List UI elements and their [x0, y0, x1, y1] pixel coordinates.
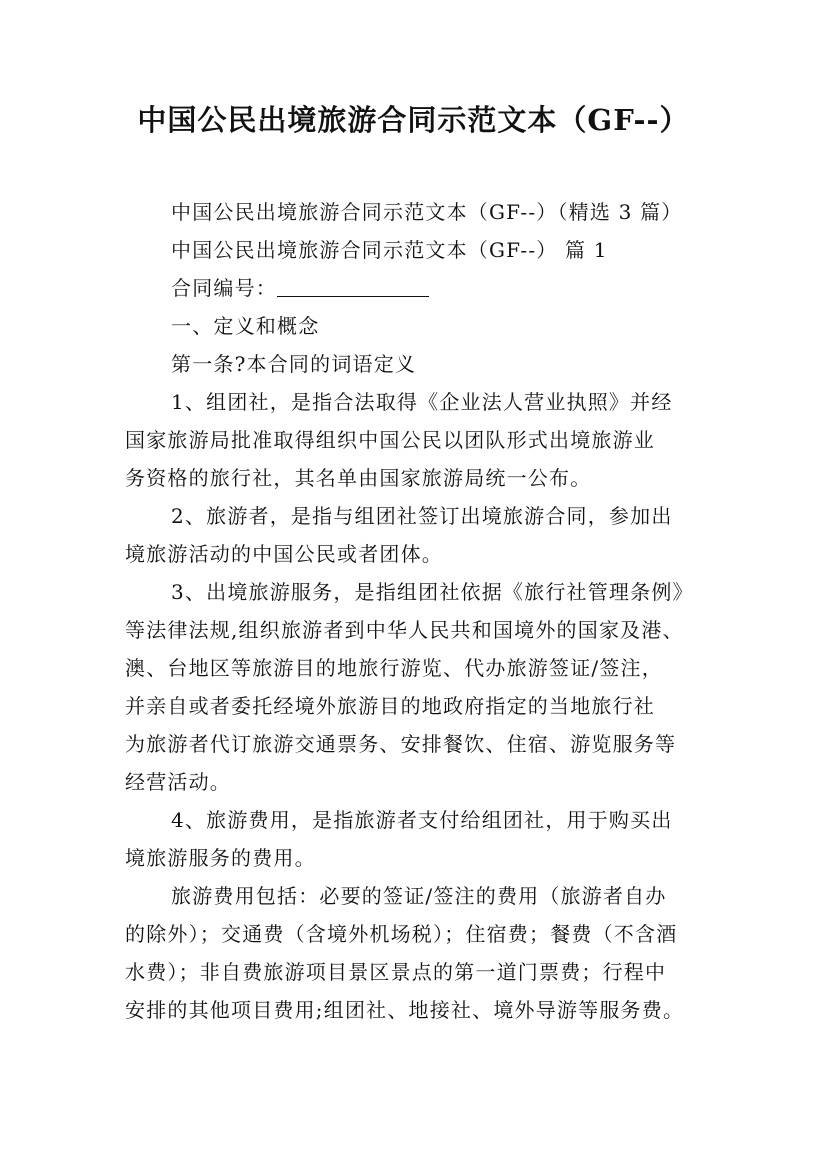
chapter-heading: 一、定义和概念	[171, 314, 320, 338]
paragraph-line: 境旅游活动的中国公民或者团体。	[125, 542, 443, 566]
paragraph-line: 为旅游者代订旅游交通票务、安排餐饮、住宿、游览服务等	[125, 732, 677, 756]
document-body	[125, 193, 715, 1029]
paragraph-line: 等法律法规,组织旅游者到中华人民共和国境外的国家及港、	[125, 618, 684, 642]
paragraph-line: 安排的其他项目费用;组团社、地接社、境外导游等服务费。	[125, 998, 685, 1022]
section-heading: 中国公民出境旅游合同示范文本（GF--） 篇 1	[171, 238, 608, 262]
paragraph-line: 3、出境旅游服务，是指组团社依据《旅行社管理条例》	[171, 580, 694, 604]
article-heading: 第一条?本合同的词语定义	[171, 352, 417, 376]
document-title: 中国公民出境旅游合同示范文本（GF--）	[137, 103, 690, 137]
contract-number-label: 合同编号：	[171, 276, 277, 300]
contract-number-line	[125, 269, 715, 307]
subtitle-line: 中国公民出境旅游合同示范文本（GF--）（精选 3 篇）	[171, 200, 683, 224]
paragraph-line: 的除外）；交通费（含境外机场税）；住宿费；餐费（不含酒	[125, 922, 678, 946]
paragraph-line: 澳、台地区等旅游目的地旅行游览、代办旅游签证/签注，	[125, 656, 663, 680]
paragraph-line: 水费）；非自费旅游项目景区景点的第一道门票费；行程中	[125, 960, 667, 984]
paragraph-line: 4、旅游费用，是指旅游者支付给组团社，用于购买出	[171, 808, 673, 832]
contract-number-blank	[277, 274, 429, 297]
paragraph-line: 国家旅游局批准取得组织中国公民以团队形式出境旅游业	[125, 428, 655, 452]
paragraph-line: 旅游费用包括：必要的签证/签注的费用（旅游者自办	[171, 884, 667, 908]
paragraph-line: 2、旅游者，是指与组团社签订出境旅游合同，参加出	[171, 504, 673, 528]
paragraph-line: 境旅游服务的费用。	[125, 846, 316, 870]
paragraph-line: 并亲自或者委托经境外旅游目的地政府指定的当地旅行社	[125, 694, 655, 718]
paragraph-line: 经营活动。	[125, 770, 231, 794]
paragraph-line: 1、组团社，是指合法取得《企业法人营业执照》并经	[171, 390, 673, 414]
paragraph-line: 务资格的旅行社，其名单由国家旅游局统一公布。	[125, 466, 592, 490]
